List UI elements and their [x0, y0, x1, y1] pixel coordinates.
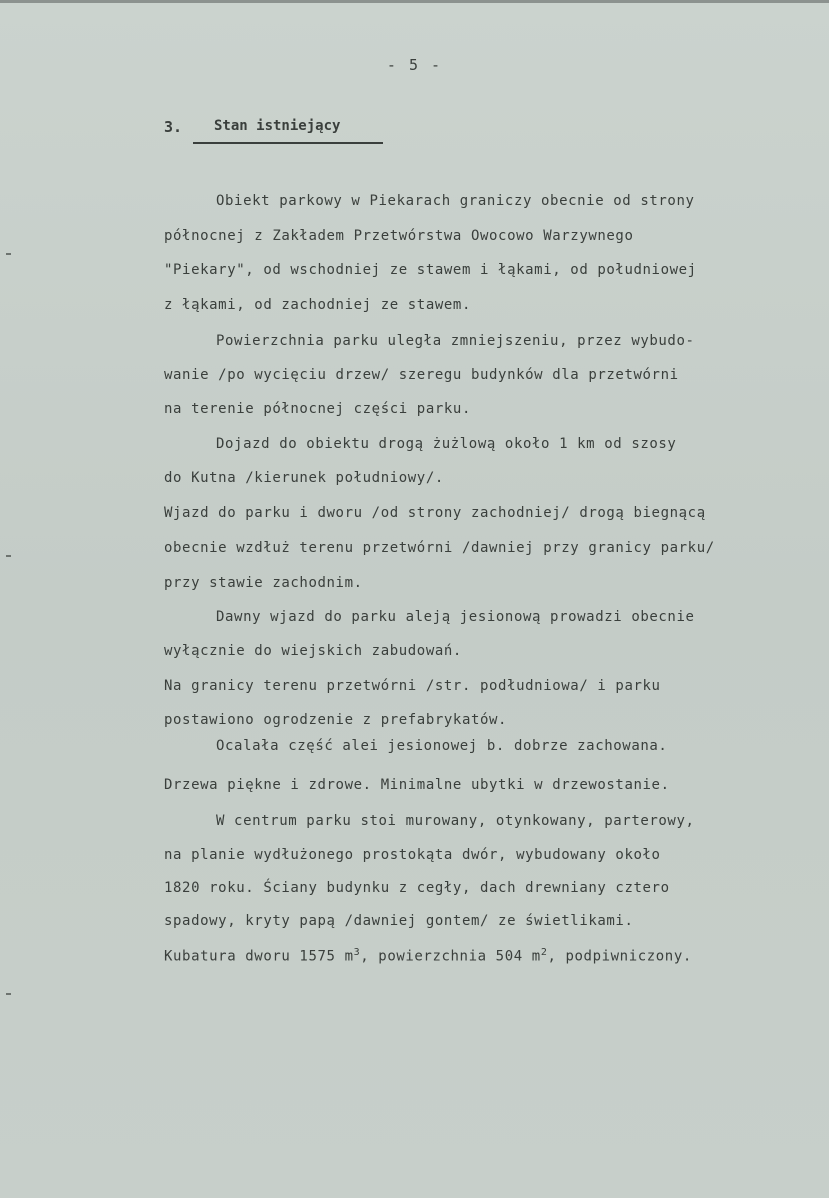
page-number: - 5 - — [386, 56, 443, 74]
text-line: Wjazd do parku i dworu /od strony zachodniej/ drogą biegnącą — [164, 505, 706, 521]
section-title-underline — [193, 142, 383, 144]
text-line: Powierzchnia parku uległa zmniejszeniu, przez wybudo- — [216, 333, 695, 349]
margin-mark — [6, 253, 11, 255]
text-line: obecnie wzdłuż terenu przetwórni /dawniej przy granicy parku/ — [164, 540, 715, 556]
text-line: Obiekt parkowy w Piekarach graniczy obecnie od strony — [216, 193, 695, 209]
text-line: Na granicy terenu przetwórni /str. podłudniowa/ i parku — [164, 678, 661, 694]
text-line: 1820 roku. Ściany budynku z cegły, dach drewniany cztero — [164, 880, 670, 896]
volume-text: Kubatura dworu 1575 m — [164, 948, 354, 965]
section-number: 3. — [164, 118, 183, 136]
text-line: Drzewa piękne i zdrowe. Minimalne ubytki w drzewostanie. — [164, 777, 670, 793]
page-top-edge — [0, 0, 829, 3]
area-text: , powierzchnia 504 m — [360, 948, 541, 965]
text-line: północnej z Zakładem Przetwórstwa Owocowo Warzywnego — [164, 228, 634, 244]
text-line: Dawny wjazd do parku aleją jesionową prowadzi obecnie — [216, 609, 695, 625]
text-line-last — [164, 947, 692, 965]
basement-text: , podpiwniczony. — [547, 948, 692, 965]
margin-mark — [6, 555, 11, 557]
text-line: spadowy, kryty papą /dawniej gontem/ ze świetlikami. — [164, 913, 634, 929]
text-line: Dojazd do obiektu drogą żużlową około 1 km od szosy — [216, 436, 677, 452]
text-line: do Kutna /kierunek południowy/. — [164, 470, 444, 486]
text-line: na terenie północnej części parku. — [164, 401, 471, 417]
text-line: postawiono ogrodzenie z prefabrykatów. — [164, 712, 508, 728]
text-line: z łąkami, od zachodniej ze stawem. — [164, 297, 471, 313]
text-line: Ocalała część alei jesionowej b. dobrze zachowana. — [216, 738, 668, 754]
text-line: W centrum parku stoi murowany, otynkowany, parterowy, — [216, 813, 695, 829]
text-line: na planie wydłużonego prostokąta dwór, wybudowany około — [164, 847, 661, 863]
section-title: Stan istniejący — [214, 118, 341, 134]
cubic-exponent: 3 — [353, 947, 361, 958]
text-line: przy stawie zachodnim. — [164, 575, 363, 591]
text-line: wanie /po wycięciu drzew/ szeregu budynków dla przetwórni — [164, 367, 679, 383]
text-line: wyłącznie do wiejskich zabudowań. — [164, 643, 462, 659]
margin-mark — [6, 993, 11, 995]
text-line: "Piekary", od wschodniej ze stawem i łąkami, od południowej — [164, 262, 697, 278]
square-exponent: 2 — [540, 947, 548, 958]
